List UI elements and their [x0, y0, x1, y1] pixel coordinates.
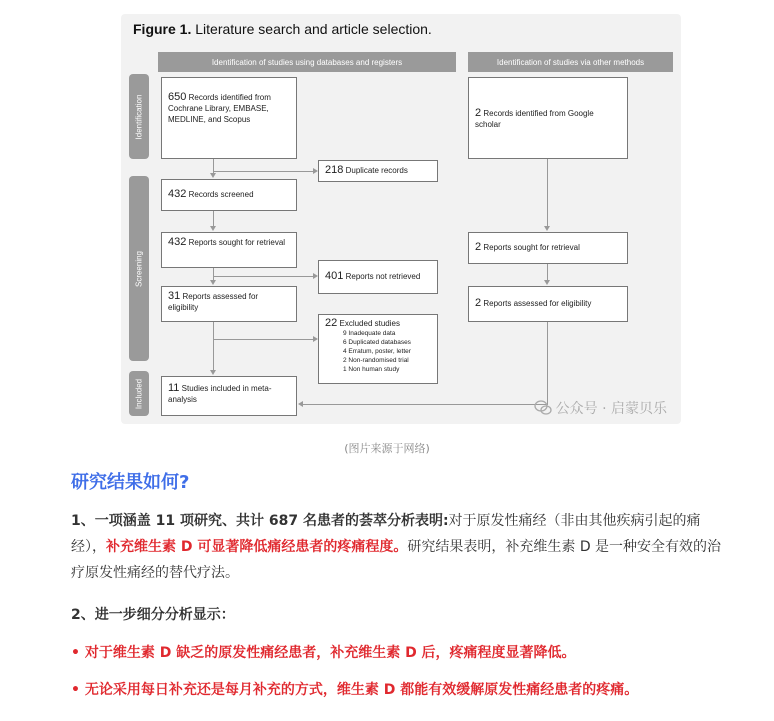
box-reports-assessed: 31 Reports assessed for eligibility	[161, 286, 297, 322]
excluded-reason: 6 Duplicated databases	[343, 339, 411, 346]
phase-identification: Identification	[129, 74, 149, 159]
watermark: 公众号 · 启蒙贝乐	[534, 398, 667, 418]
connector	[547, 264, 548, 280]
connector	[213, 211, 214, 226]
arrow-right	[313, 336, 318, 342]
bullet-item: • 无论采用每日补充还是每月补充的方式，维生素 D 都能有效缓解原发性痛经患者的疼痛。	[71, 682, 639, 698]
box-other-reports-sought: 2 Reports sought for retrieval	[468, 232, 628, 264]
arrow-down	[210, 173, 216, 178]
bullet-item: • 对于维生素 D 缺乏的原发性痛经患者，补充维生素 D 后，疼痛程度显著降低。	[71, 645, 576, 661]
phase-screening: Screening	[129, 176, 149, 361]
excluded-reason: 1 Non human study	[343, 366, 400, 373]
paragraph-2: 2、进一步细分分析显示：	[71, 607, 235, 623]
box-reports-sought: 432 Reports sought for retrieval	[161, 232, 297, 268]
arrow-down	[544, 226, 550, 231]
excluded-reason: 4 Erratum, poster, letter	[343, 348, 411, 355]
box-duplicate-records: 218 Duplicate records	[318, 160, 438, 182]
box-excluded-studies: 22 Excluded studies 9 Inadequate data 6 Duplicated databases 4 Erratum, poster, letter 2 Non-randomised trial 1 Non human study	[318, 314, 438, 384]
header-other-methods: Identification of studies via other methods	[468, 52, 673, 72]
wechat-icon	[534, 400, 552, 416]
box-google-scholar: 2 Records identified from Google scholar	[468, 77, 628, 159]
connector	[213, 276, 313, 277]
connector	[213, 339, 313, 340]
connector	[213, 171, 313, 172]
connector	[547, 322, 548, 404]
box-records-screened: 432 Records screened	[161, 179, 297, 211]
arrow-right	[313, 273, 318, 279]
box-other-reports-assessed: 2 Reports assessed for eligibility	[468, 286, 628, 322]
box-records-identified: 650 Records identified from Cochrane Library, EMBASE, MEDLINE, and Scopus	[161, 77, 297, 159]
phase-included: Included	[129, 371, 149, 416]
figure-title: Figure 1. Literature search and article selection.	[133, 21, 432, 37]
arrow-down	[210, 280, 216, 285]
section-title: 研究结果如何?	[71, 472, 190, 493]
arrow-down	[210, 226, 216, 231]
box-studies-included: 11 Studies included in meta-analysis	[161, 376, 297, 416]
excluded-reason: 2 Non-randomised trial	[343, 357, 409, 364]
arrow-left	[298, 401, 303, 407]
connector	[547, 159, 548, 226]
paragraph-1: 1、一项涵盖 11 项研究、共计 687 名患者的荟萃分析表明:对于原发性痛经（非由其他疾病引起的痛经），补充维生素 D 可显著降低痛经患者的疼痛程度。研究结果表明，补充维生素 D 是一种安全有效的治疗原发性痛经的替代疗法。	[71, 513, 722, 581]
excluded-reason: 9 Inadequate data	[343, 330, 396, 337]
image-caption: (图片来源于网络)	[344, 442, 430, 455]
connector	[213, 268, 214, 280]
flow-diagram-figure	[121, 14, 681, 424]
arrow-right	[313, 168, 318, 174]
connector	[303, 404, 548, 405]
header-databases: Identification of studies using databases and registers	[158, 52, 456, 72]
arrow-down	[544, 280, 550, 285]
arrow-down	[210, 370, 216, 375]
connector	[213, 322, 214, 370]
box-reports-not-retrieved: 401 Reports not retrieved	[318, 260, 438, 294]
